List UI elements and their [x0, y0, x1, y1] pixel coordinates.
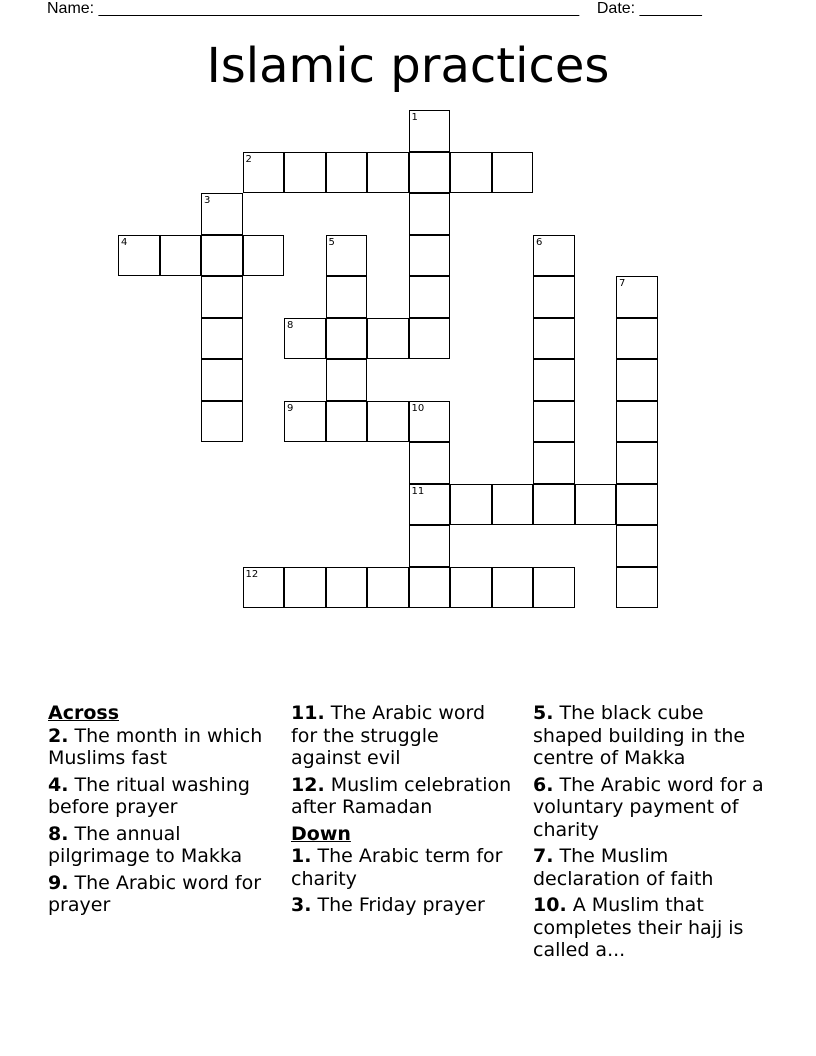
clue-down-10: [533, 894, 773, 962]
grid-cell[interactable]: [326, 401, 368, 443]
clue-across-4: [48, 774, 288, 819]
grid-cell[interactable]: [284, 152, 326, 194]
clue-text: The Arabic word for the struggle against evil: [291, 702, 486, 769]
clue-column-2: [291, 702, 513, 921]
grid-cell[interactable]: [450, 567, 492, 609]
grid-cell[interactable]: [533, 276, 575, 318]
grid-cell[interactable]: [533, 359, 575, 401]
clue-number-10: 10: [411, 402, 425, 414]
clue-number: 8.: [48, 822, 69, 845]
grid-cell[interactable]: [367, 152, 409, 194]
grid-cell[interactable]: [367, 401, 409, 443]
header: [47, 0, 702, 18]
grid-cell[interactable]: [284, 567, 326, 609]
grid-cell[interactable]: [409, 442, 451, 484]
grid-cell[interactable]: [409, 235, 451, 277]
clue-number: 11.: [291, 702, 325, 724]
name-blank[interactable]: ______________________________________________________: [98, 0, 580, 17]
clue-number-4: 4: [121, 236, 128, 248]
clue-text: The Arabic term for charity: [291, 845, 503, 890]
clue-number-7: 7: [619, 278, 626, 289]
clue-text: Muslim celebration after Ramadan: [291, 773, 512, 818]
grid-cell[interactable]: [160, 235, 202, 277]
page-title: Islamic practices: [206, 38, 610, 94]
grid-cell[interactable]: [367, 567, 409, 609]
clue-number-12: 12: [245, 568, 259, 580]
clue-text: The Friday prayer: [317, 894, 485, 916]
grid-cell[interactable]: [326, 359, 368, 401]
clue-down-3: [291, 894, 513, 917]
grid-cell[interactable]: [492, 484, 534, 526]
grid-cell[interactable]: [616, 567, 658, 609]
clue-number-11: 11: [411, 485, 425, 497]
grid-cell[interactable]: [243, 235, 285, 277]
clue-across-9: [48, 872, 288, 917]
clue-number-3: 3: [204, 195, 211, 206]
grid-cell[interactable]: [533, 401, 575, 443]
grid-cell[interactable]: [326, 276, 368, 318]
grid-cell[interactable]: [201, 401, 243, 443]
across-heading: Across: [48, 702, 120, 724]
clue-number-2: 2: [245, 153, 252, 165]
clue-number: 7.: [533, 845, 554, 867]
grid-cell[interactable]: [616, 359, 658, 401]
clue-text: The Arabic word for a voluntary payment of charity: [533, 773, 764, 841]
clue-number: 4.: [48, 773, 69, 796]
grid-cell[interactable]: [201, 235, 243, 277]
grid-cell[interactable]: [201, 276, 243, 318]
grid-cell[interactable]: [616, 442, 658, 484]
grid-cell[interactable]: [409, 318, 451, 360]
clue-text: The Muslim declaration of faith: [533, 845, 714, 890]
clue-text: The month in which Muslims fast: [48, 724, 263, 769]
grid-cell[interactable]: [326, 318, 368, 360]
clue-number-5: 5: [328, 236, 335, 248]
grid-cell[interactable]: [616, 318, 658, 360]
clue-across-12: [291, 774, 513, 819]
clue-number: 1.: [291, 845, 312, 867]
grid-cell[interactable]: [409, 152, 451, 194]
grid-cell[interactable]: [533, 442, 575, 484]
clue-across-2: [48, 725, 288, 770]
clue-text: The Arabic word for prayer: [48, 871, 262, 916]
clue-across-8: [48, 823, 288, 868]
grid-cell[interactable]: [616, 525, 658, 567]
clue-number: 10.: [533, 894, 567, 916]
grid-cell[interactable]: [326, 152, 368, 194]
grid-cell[interactable]: [450, 152, 492, 194]
clue-down-5: [533, 702, 773, 770]
grid-cell[interactable]: [492, 152, 534, 194]
down-heading: Down: [291, 822, 351, 845]
grid-cell[interactable]: [533, 567, 575, 609]
clue-number: 12.: [291, 773, 325, 796]
clue-number: 3.: [291, 894, 312, 916]
clue-text: A Muslim that completes their hajj is called a...: [533, 894, 744, 961]
grid-cell[interactable]: [367, 318, 409, 360]
grid-cell[interactable]: [616, 401, 658, 443]
grid-cell[interactable]: [616, 484, 658, 526]
grid-cell[interactable]: [492, 567, 534, 609]
clue-column-1: [48, 702, 288, 921]
clue-number-1: 1: [411, 112, 418, 123]
clue-down-1: [291, 845, 513, 890]
clue-number-6: 6: [536, 236, 543, 248]
clue-number-8: 8: [287, 319, 294, 331]
clue-across-11: [291, 702, 513, 770]
clue-number: 5.: [533, 702, 554, 724]
clue-number: 6.: [533, 773, 554, 796]
clue-number: 2.: [48, 724, 69, 747]
grid-cell[interactable]: [409, 525, 451, 567]
grid-cell[interactable]: [201, 318, 243, 360]
grid-cell[interactable]: [201, 359, 243, 401]
grid-cell[interactable]: [409, 567, 451, 609]
grid-cell[interactable]: [326, 567, 368, 609]
grid-cell[interactable]: [533, 484, 575, 526]
date-label: Date:: [596, 0, 636, 17]
clue-text: The black cube shaped building in the centre of Makka: [533, 702, 746, 769]
grid-cell[interactable]: [450, 484, 492, 526]
clue-down-7: [533, 845, 773, 890]
clue-column-3: [533, 702, 773, 966]
grid-cell[interactable]: [575, 484, 617, 526]
clue-text: The annual pilgrimage to Makka: [48, 822, 243, 867]
clue-number-9: 9: [287, 402, 294, 414]
clue-number: 9.: [48, 871, 69, 894]
clue-down-6: [533, 774, 773, 842]
grid-cell[interactable]: [409, 193, 451, 235]
name-label: Name:: [47, 0, 95, 17]
grid-cell[interactable]: [409, 276, 451, 318]
clue-text: The ritual washing before prayer: [48, 773, 250, 818]
date-blank[interactable]: _______: [639, 0, 702, 17]
grid-cell[interactable]: [533, 318, 575, 360]
